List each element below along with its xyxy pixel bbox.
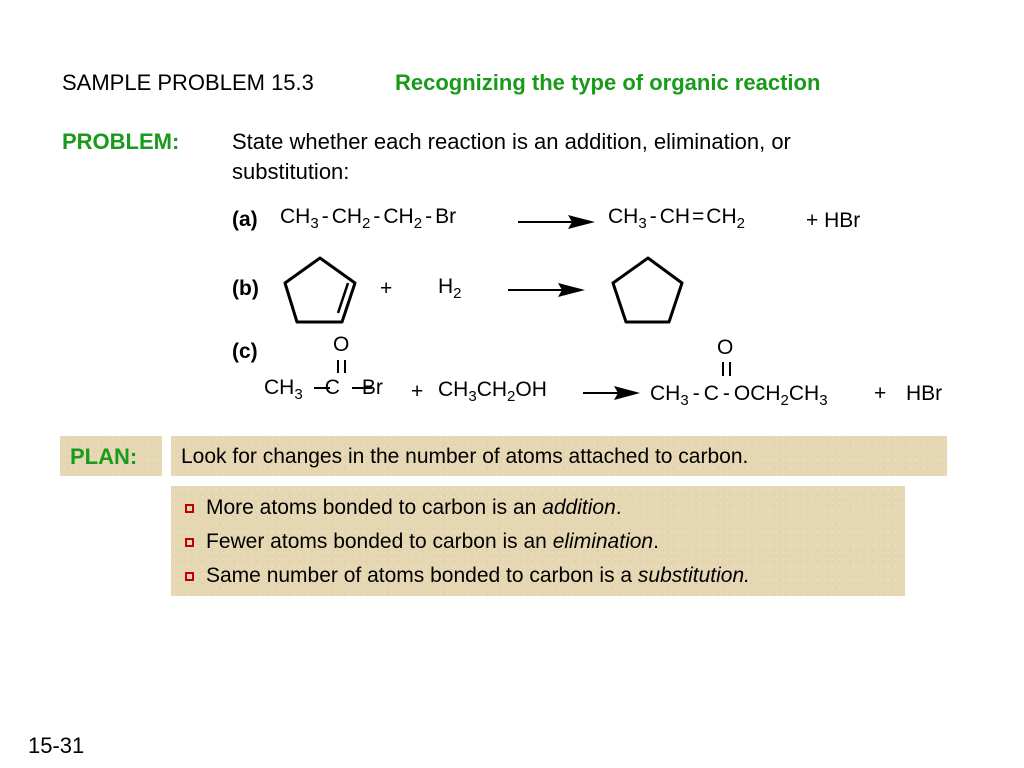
plan-text-panel (171, 436, 947, 476)
list-item: More atoms bonded to carbon is an addition. (185, 496, 622, 520)
problem-text-line2: substitution: (232, 159, 350, 184)
square-bullet-icon (185, 572, 194, 581)
plan-label: PLAN: (70, 444, 138, 469)
reaction-a-product: $CH_3 - CH=CH_2$ (608, 205, 745, 232)
reaction-b-plus: + (380, 277, 393, 300)
reaction-c-plus-1: + (411, 380, 424, 403)
cyclopentane-ring (613, 258, 682, 322)
reaction-c-product-carbonyl (723, 362, 730, 376)
reaction-a-arrow (518, 215, 595, 229)
reaction-b-arrow (508, 283, 585, 297)
reaction-c-reactant-bonds (314, 360, 372, 388)
reaction-c-label: (c) (232, 340, 258, 363)
cyclopentene-ring (285, 258, 355, 322)
plan-label-panel (60, 436, 162, 476)
reaction-a-byproduct: + HBr (806, 209, 861, 232)
reaction-b-label: (b) (232, 277, 259, 300)
square-bullet-icon (185, 504, 194, 513)
reaction-c-product: $CH_3$ - C - $OCH_2CH_3$ (650, 382, 828, 409)
problem-label: PROBLEM: (62, 129, 180, 154)
reaction-c-reactant-oxygen: O (333, 333, 350, 356)
problem-text-line1: State whether each reaction is an addition, elimination, or (232, 129, 791, 154)
reaction-c-plus-2: + (874, 382, 887, 405)
sample-problem-label: SAMPLE PROBLEM 15.3 (62, 70, 314, 95)
reaction-c-reactant: $CH_3$ C Br (264, 376, 383, 403)
reaction-a-label: (a) (232, 208, 258, 231)
bullets-panel (171, 486, 905, 596)
square-bullet-icon (185, 538, 194, 547)
plan-text: Look for changes in the number of atoms attached to carbon. (181, 445, 749, 468)
reaction-c-ethanol: $CH_3CH_2OH$ (438, 378, 547, 405)
reaction-b-hydrogen: $H_2$ (438, 275, 462, 302)
page-title: Recognizing the type of organic reaction (395, 70, 821, 95)
list-item: Fewer atoms bonded to carbon is an elimination. (185, 530, 659, 554)
reaction-a-reactant: $CH_3 - CH_2 - CH_2$ - Br (280, 205, 457, 232)
page-number: 15-31 (28, 733, 85, 758)
reaction-c-hbr: HBr (906, 382, 943, 405)
list-item: Same number of atoms bonded to carbon is a substitution. (185, 564, 750, 588)
reaction-c-product-oxygen: O (717, 336, 734, 359)
reaction-c-arrow (583, 386, 640, 400)
